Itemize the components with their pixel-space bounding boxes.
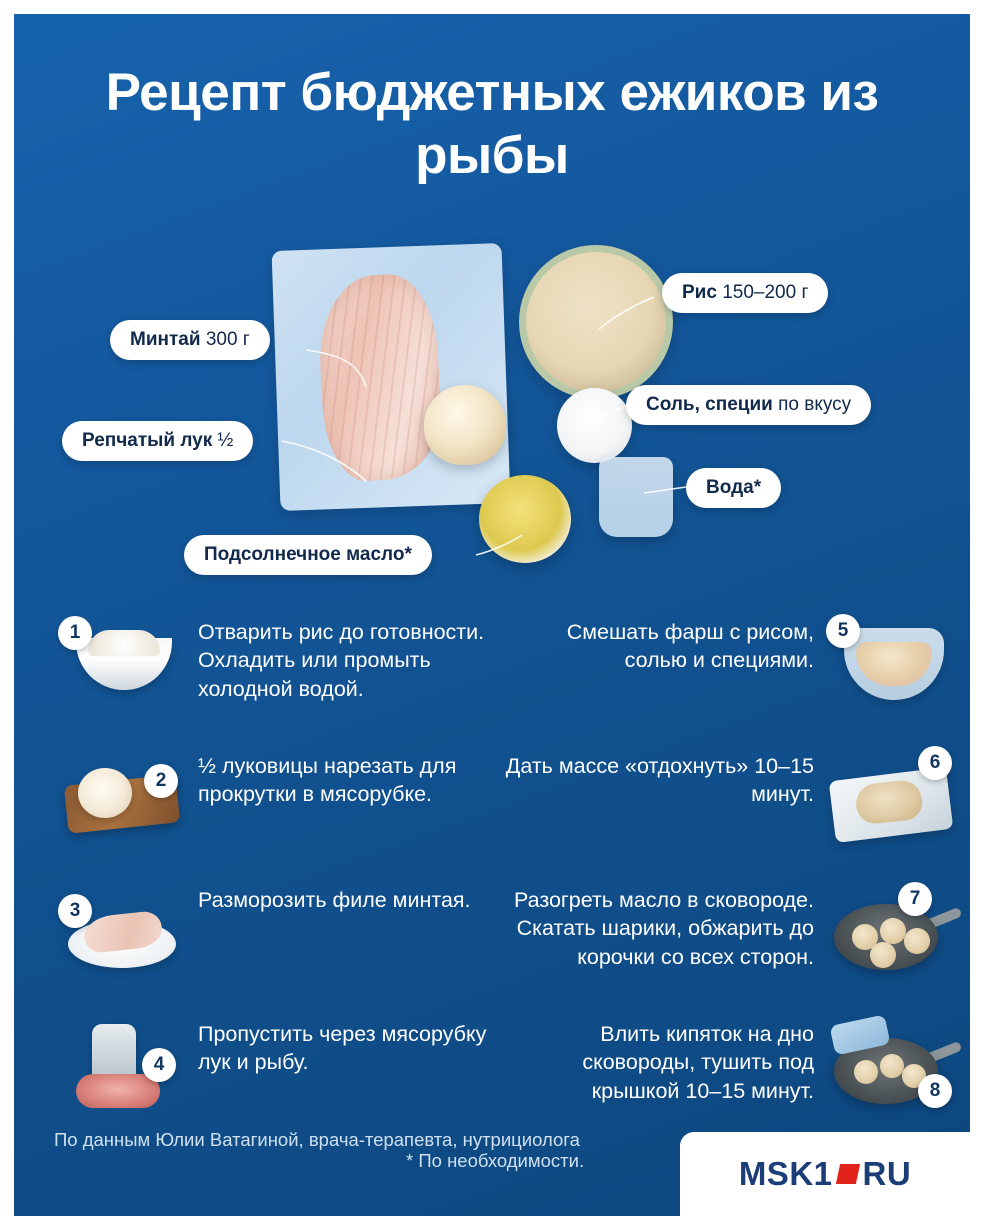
step-text: Смешать фарш с рисом, солью и специями. xyxy=(566,620,814,673)
ingredient-label-water xyxy=(686,468,781,508)
ingredient-name: Вода* xyxy=(706,477,762,498)
ingredient-label-onion xyxy=(62,421,253,461)
step-number-badge: 1 xyxy=(58,616,92,650)
step-text: Влить кипяток на дно сковороды, тушить под крышкой 10–15 минут. xyxy=(582,1022,814,1103)
meatball-icon xyxy=(880,1054,904,1078)
msk1-logo[interactable] xyxy=(680,1132,970,1216)
step-text: Отварить рис до готовности. Охладить или промыть холодной водой. xyxy=(198,620,485,701)
meatball-icon xyxy=(880,918,906,944)
step-text: ½ луковицы нарезать для прокрутки в мясорубке. xyxy=(198,754,457,807)
step-8-illustration xyxy=(826,1014,954,1124)
ingredient-amount: по вкусу xyxy=(778,394,852,415)
ingredient-name: Подсолнечное масло* xyxy=(204,544,412,565)
water-jug-image xyxy=(599,457,673,537)
step-number-badge: 4 xyxy=(142,1048,176,1082)
fish-texture xyxy=(316,272,445,483)
step-number-badge: 6 xyxy=(918,746,952,780)
ingredient-name: Репчатый лук xyxy=(82,430,213,451)
step-4-illustration xyxy=(58,1014,186,1124)
step-number-badge: 8 xyxy=(918,1074,952,1108)
meatball-icon xyxy=(870,942,896,968)
step-item xyxy=(504,880,954,990)
ingredient-label-sunflower-oil xyxy=(184,535,432,575)
step-item xyxy=(58,880,488,990)
step-text: Пропустить через мясорубку лук и рыбу. xyxy=(198,1022,487,1075)
meatball-icon xyxy=(854,1060,878,1084)
step-3-illustration xyxy=(58,880,186,990)
step-text: Разогреть масло в сковороде. Скатать шарики, обжарить до корочки со всех сторон. xyxy=(514,888,814,969)
frame-bottom xyxy=(0,1216,984,1230)
step-text: Разморозить филе минтая. xyxy=(198,888,471,912)
step-text: Дать массе «отдохнуть» 10–15 минут. xyxy=(505,754,814,807)
footer-source-text: По данным Юлии Ватагиной, врача-терапевта, нутрициолога xyxy=(54,1129,580,1150)
ingredient-name: Соль, специи xyxy=(646,394,773,415)
ingredient-amount: ½ xyxy=(217,430,234,451)
step-item xyxy=(504,746,954,856)
ingredient-amount: 300 г xyxy=(205,329,250,350)
ingredient-amount: 150–200 г xyxy=(722,282,809,303)
ingredient-name: Минтай xyxy=(130,329,201,350)
step-number-badge: 2 xyxy=(144,764,178,798)
ingredients-photo-area xyxy=(14,225,970,595)
step-item xyxy=(58,1014,488,1124)
step-item xyxy=(58,612,488,722)
step-item xyxy=(504,1014,954,1124)
fish-fillet-image xyxy=(316,272,445,483)
steps-column-right xyxy=(504,612,954,1148)
meat-grinder-icon xyxy=(92,1024,136,1080)
step-1-illustration xyxy=(58,612,186,722)
step-number-badge: 3 xyxy=(58,894,92,928)
frame-top xyxy=(0,0,984,14)
ingredient-label-rice xyxy=(662,273,828,313)
ingredient-label-salt-spices xyxy=(626,385,871,425)
meatball-icon xyxy=(904,928,930,954)
step-5-illustration xyxy=(826,612,954,722)
salt-bowl-image xyxy=(557,388,632,463)
onion-slice-icon xyxy=(78,768,132,818)
ingredient-label-pollock xyxy=(110,320,270,360)
logo-text-ru: RU xyxy=(862,1155,912,1192)
steps-column-left xyxy=(58,612,488,1148)
steps-section xyxy=(14,612,970,1110)
footer xyxy=(14,1110,970,1216)
logo-red-bar-icon xyxy=(835,1164,859,1184)
frame-right xyxy=(970,0,984,1230)
step-number-badge: 5 xyxy=(826,614,860,648)
step-7-illustration xyxy=(826,880,954,990)
rice-bowl-image xyxy=(519,245,673,399)
rice-icon xyxy=(88,630,160,656)
logo-text-msk1: MSK1 xyxy=(738,1155,833,1192)
onion-image xyxy=(424,385,506,465)
step-2-illustration xyxy=(58,746,186,856)
page-title: Рецепт бюджетных ежиков из рыбы xyxy=(105,63,879,185)
step-item xyxy=(504,612,954,722)
step-number-badge: 7 xyxy=(898,882,932,916)
oil-bowl-image xyxy=(479,475,571,563)
step-item xyxy=(58,746,488,856)
step-6-illustration xyxy=(826,746,954,856)
frame-left xyxy=(0,0,14,1230)
ingredient-name: Рис xyxy=(682,282,717,303)
minced-meat-icon xyxy=(76,1074,160,1108)
footer-note-text: * По необходимости. xyxy=(406,1150,585,1171)
